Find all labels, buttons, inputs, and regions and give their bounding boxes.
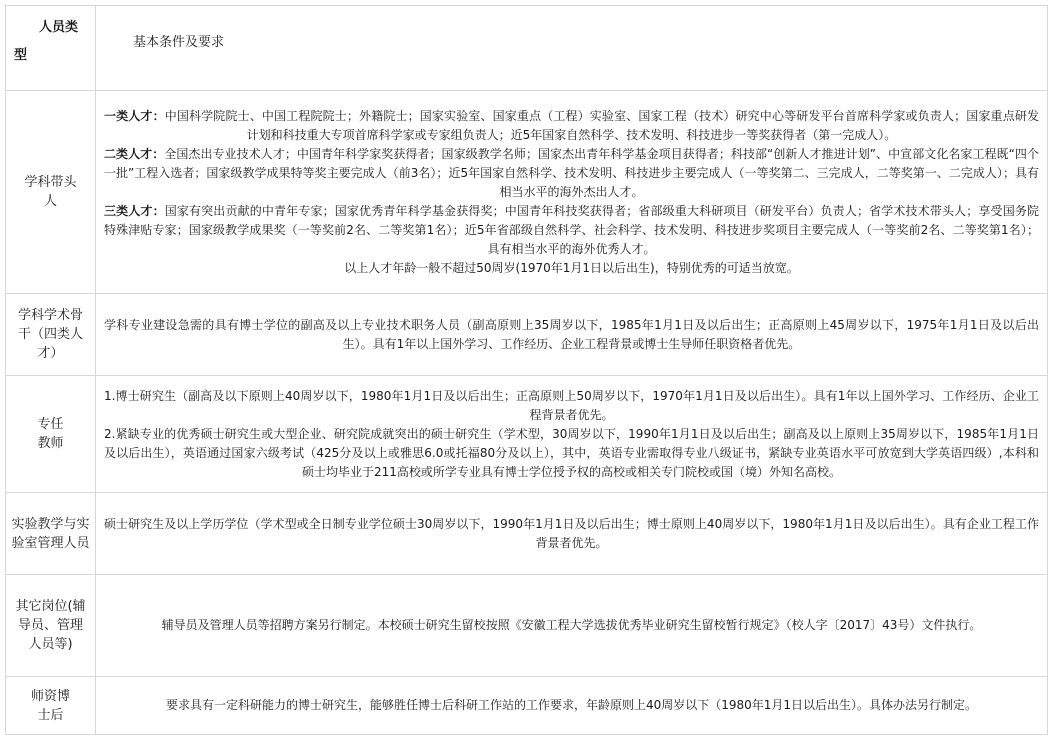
category-label: 学科带头人 (24, 175, 77, 209)
paragraph-text: 全国杰出专业技术人才；中国青年科学家奖获得者；国家级教学名师；国家杰出青年科学基金项目获得者；科技部“创新人才推进计划”、中宣部文化名家工程既“四个一批”工程入选者；国家级教学成果特等奖主要完成人（前3名）；近5年国家自然科学、技术发明、科技进步主要完成人（一等奖第二、三完成人，二等奖第一、二完成人）；具有相当水平的海外杰出人才。 (104, 146, 1039, 199)
paragraph-text: 学科专业建设急需的具有博士学位的副高及以上专业技术职务人员（副高原则上35周岁以下，1985年1月1日及以后出生；正高原则上45周岁以下，1975年1月1日及以后出生）。具有1年以上国外学习、工作经历、企业工程背景或博士生导师任职资格者优先。 (104, 317, 1039, 351)
paragraph-lead: 二类人才： (104, 146, 165, 161)
paragraph (104, 145, 1039, 202)
paragraph (104, 515, 1039, 553)
paragraph (104, 202, 1039, 259)
paragraph-lead: 一类人才： (104, 108, 165, 123)
category-cell (6, 376, 96, 493)
requirements-table (5, 5, 1048, 735)
paragraph (104, 107, 1039, 145)
table-row (6, 91, 1048, 294)
paragraph (104, 387, 1039, 425)
table-row (6, 493, 1048, 575)
header-row (6, 6, 1048, 91)
category-label: 实验教学与实验室管理人员 (11, 516, 90, 551)
category-label: 师资博士后 (30, 688, 70, 723)
category-label: 学科学术骨干（四类人才） (17, 308, 83, 361)
paragraph (104, 425, 1039, 482)
category-cell (6, 677, 96, 735)
category-cell (6, 91, 96, 294)
paragraph-text: 1.博士研究生（副高及以下原则上40周岁以下，1980年1月1日及以后出生；正高原则上50周岁以下，1970年1月1日及以后出生）。具有1年以上国外学习、工作经历、企业工程背景者优先。 (104, 388, 1039, 422)
requirements-cell (96, 376, 1048, 493)
requirements-cell (96, 294, 1048, 376)
header-category-line2: 型 (14, 48, 28, 63)
paragraph (104, 696, 1039, 715)
table-row (6, 376, 1048, 493)
header-category-cell (6, 6, 96, 91)
category-label: 专任教师 (37, 417, 64, 451)
header-category-line1: 人员类 (39, 20, 79, 35)
requirements-cell (96, 91, 1048, 294)
table-row (6, 575, 1048, 677)
category-cell (6, 294, 96, 376)
header-requirements-cell: 基本条件及要求 (96, 6, 1048, 91)
category-cell (6, 493, 96, 575)
paragraph-text: 以上人才年龄一般不超过50周岁(1970年1月1日以后出生)，特别优秀的可适当放宽。 (344, 260, 799, 275)
paragraph-text: 辅导员及管理人员等招聘方案另行制定。本校硕士研究生留校按照《安徽工程大学选拔优秀毕业研究生留校暂行规定》（校人字〔2017〕43号）文件执行。 (161, 618, 982, 632)
paragraph (104, 616, 1039, 635)
category-label: 其它岗位(辅导员、管理人员等) (15, 599, 86, 652)
paragraph-text: 国家有突出贡献的中青年专家；国家优秀青年科学基金获得奖；中国青年科技奖获得者；省部级重大科研项目（研发平台）负责人；省学术技术带头人；享受国务院特殊津贴专家；国家级教学成果奖（一等奖前2名、二等奖第1名）；近5年省部级自然科学、社会科学、技术发明、科技进步奖项目主要完成人（一等奖前2名、二等奖第1名）；具有相当水平的海外优秀人才。 (104, 203, 1039, 256)
paragraph-text: 要求具有一定科研能力的博士研究生，能够胜任博士后科研工作站的工作要求，年龄原则上40周岁以下（1980年1月1日以后出生）。具体办法另行制定。 (165, 698, 978, 712)
paragraph-text: 中国科学院院士、中国工程院院士；外籍院士；国家实验室、国家重点（工程）实验室、国家工程（技术）研究中心等研发平台首席科学家或负责人；国家重点研发计划和科技重大专项首席科学家或专家组负责人；近5年国家自然科学、技术发明、科技进步一等奖获得者（第一完成人）。 (164, 108, 1039, 142)
paragraph-lead: 三类人才： (104, 203, 165, 218)
paragraph (104, 259, 1039, 278)
paragraph (104, 316, 1039, 354)
paragraph-text: 2.紧缺专业的优秀硕士研究生或大型企业、研究院成就突出的硕士研究生（学术型，30周岁以下，1990年1月1日及以后出生；副高及以上原则上35周岁以下，1985年1月1日及以后出生），英语通过国家六级考试（425分及以上或雅思6.0或托福80分及以上），其中，英语专业需取得专业八级证书，紧缺专业英语水平可放宽到大学英语四级）,本科和硕士均毕业于211高校或所学专业具有博士学位授予权的高校或相关专门院校或国（境）外知名高校。 (104, 426, 1039, 479)
paragraph-text: 硕士研究生及以上学历学位（学术型或全日制专业学位硕士30周岁以下，1990年1月1日及以后出生；博士原则上40周岁以下，1980年1月1日及以后出生）。具有企业工程工作背景者优先。 (104, 516, 1039, 550)
category-cell (6, 575, 96, 677)
table-row (6, 677, 1048, 735)
requirements-cell (96, 575, 1048, 677)
table-row (6, 294, 1048, 376)
requirements-cell (96, 493, 1048, 575)
requirements-cell (96, 677, 1048, 735)
